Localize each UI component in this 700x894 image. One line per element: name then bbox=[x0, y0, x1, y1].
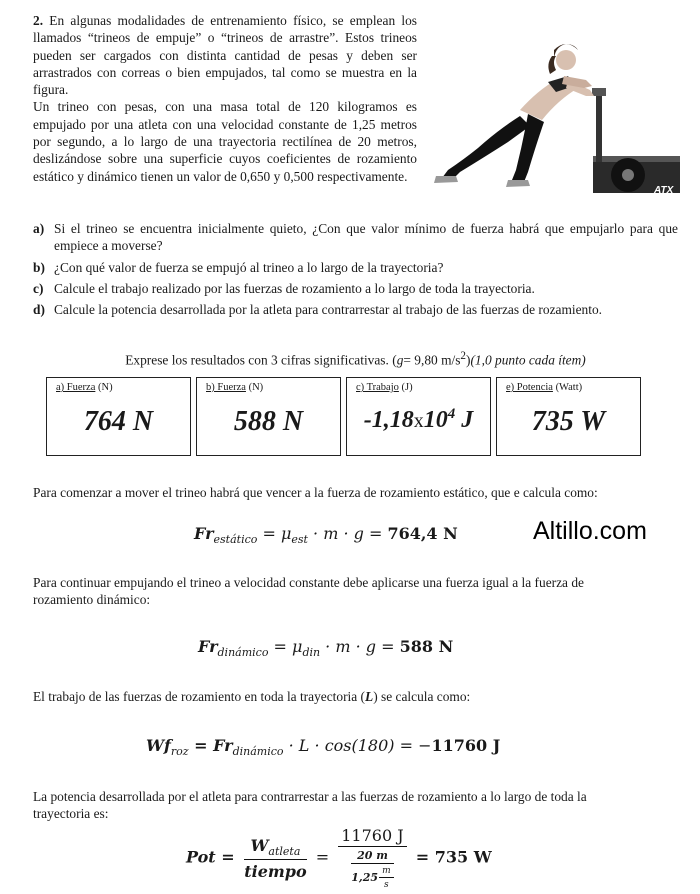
question-text: Calcule el trabajo realizado por las fuerzas de rozamiento a lo largo de toda la trayectoria. bbox=[54, 280, 535, 296]
intro-paragraph-1: En algunas modalidades de entrenamiento físico, se emplean los llamados “trineos de empuje” o “trineos de arrastre”. Estos trineos pueden ser cargados con distinta cantidad de pesas y deben ser arrastrados con correas o bien empujados, tal como se muestra en la figura. bbox=[33, 13, 417, 98]
problem-intro bbox=[33, 12, 417, 185]
question-item-a bbox=[33, 220, 678, 255]
solution-paragraph-2: Para continuar empujando el trineo a velocidad constante debe aplicarse una fuerza igual a la fuerza de rozamiento dinámico: bbox=[33, 575, 584, 608]
question-item-c bbox=[33, 280, 678, 297]
question-label: b) bbox=[33, 259, 45, 275]
answer-box-e: e) Potencia (Watt) 735 W bbox=[496, 377, 641, 456]
intro-paragraph-2: Un trineo con pesas, con una masa total de 120 kilogramos es empujado por una atleta con una velocidad constante de 1,25 metros por segundo, a lo largo de una trayectoria rectilínea de 20 metros, deslizándose sobre una superficie cuyos coeficientes de rozamiento estático y dinámico tienen un valor de 0,650 y 0,500 respectivamente. bbox=[33, 99, 417, 184]
question-list bbox=[33, 220, 678, 322]
equation-dynamic-friction: $Fr_{dinámico} = \mu_{din} \cdot m \cdot g = 588$ N bbox=[198, 637, 454, 659]
fraction-values: 11760 J 20 m 1,25 $\frac{m}{s}$ bbox=[338, 826, 406, 890]
answer-box-c: c) Trabajo (J) $-1,18x10^4$ J bbox=[346, 377, 491, 456]
sled-brand: ATX bbox=[654, 185, 674, 196]
equation-static-friction: $Fr_{estático} = \mu_{est} \cdot m \cdot g = 764,4$ N bbox=[194, 524, 458, 546]
solution-paragraph-4: La potencia desarrollada por el atleta para contrarrestar a las fuerzas de rozamiento a lo largo de toda la trayectoria es: bbox=[33, 789, 587, 822]
answer-value: 588 N bbox=[233, 406, 304, 437]
question-text: Calcule la potencia desarrollada por la atleta para contrarrestar al trabajo de las fuerzas de rozamiento. bbox=[54, 302, 602, 318]
solution-paragraph-1: Para comenzar a mover el trineo habrá que vencer a la fuerza de rozamiento estático, que e calcula como: bbox=[33, 485, 598, 500]
answer-box-a: a) Fuerza (N) 764 N bbox=[46, 377, 191, 456]
problem-number: 2. bbox=[33, 13, 44, 28]
answer-value: $-1,18x10^4$ J bbox=[363, 406, 474, 433]
points-note: (1,0 punto cada ítem) bbox=[470, 352, 586, 368]
answer-value: 764 N bbox=[83, 406, 154, 437]
question-label: c) bbox=[33, 280, 44, 296]
question-item-d bbox=[33, 301, 678, 318]
fraction-work-time: $\frac{W_{atleta}}{\text{tiempo}}$ bbox=[244, 835, 307, 881]
watermark-logo: Altillo.com bbox=[533, 517, 647, 545]
question-item-b bbox=[33, 259, 678, 276]
equation-friction-work: $Wf_{roz} = Fr_{dinámico} \cdot L \cdot \cos(180) = -11760$ J bbox=[146, 736, 501, 758]
question-label: d) bbox=[33, 302, 45, 318]
question-text: ¿Con qué valor de fuerza se empujó al trineo a lo largo de la trayectoria? bbox=[54, 259, 444, 275]
athlete-pushing-sled-figure bbox=[428, 30, 680, 200]
question-label: a) bbox=[33, 221, 45, 236]
question-text: Si el trineo se encuentra inicialmente quieto, ¿Con que valor mínimo de fuerza habrá que empujarlo para que empiece a moverse? bbox=[54, 221, 678, 254]
solution-paragraph-3: El trabajo de las fuerzas de rozamiento en toda la trayectoria (L) se calcula como: bbox=[33, 689, 471, 704]
answer-value: 735 W bbox=[531, 406, 606, 437]
answer-box-b: b) Fuerza (N) 588 N bbox=[196, 377, 341, 456]
express-instruction: Exprese los resultados con 3 cifras significativas. (g= 9,80 $m/s^2)(1,0$ punto cada ítem) bbox=[125, 350, 586, 368]
equation-power: Pot = $\frac{W_{atleta}}{\text{tiempo}}$ = 11760 J 20 m 1,25 $\frac{m}{s}$ = 735 W bbox=[186, 826, 492, 890]
